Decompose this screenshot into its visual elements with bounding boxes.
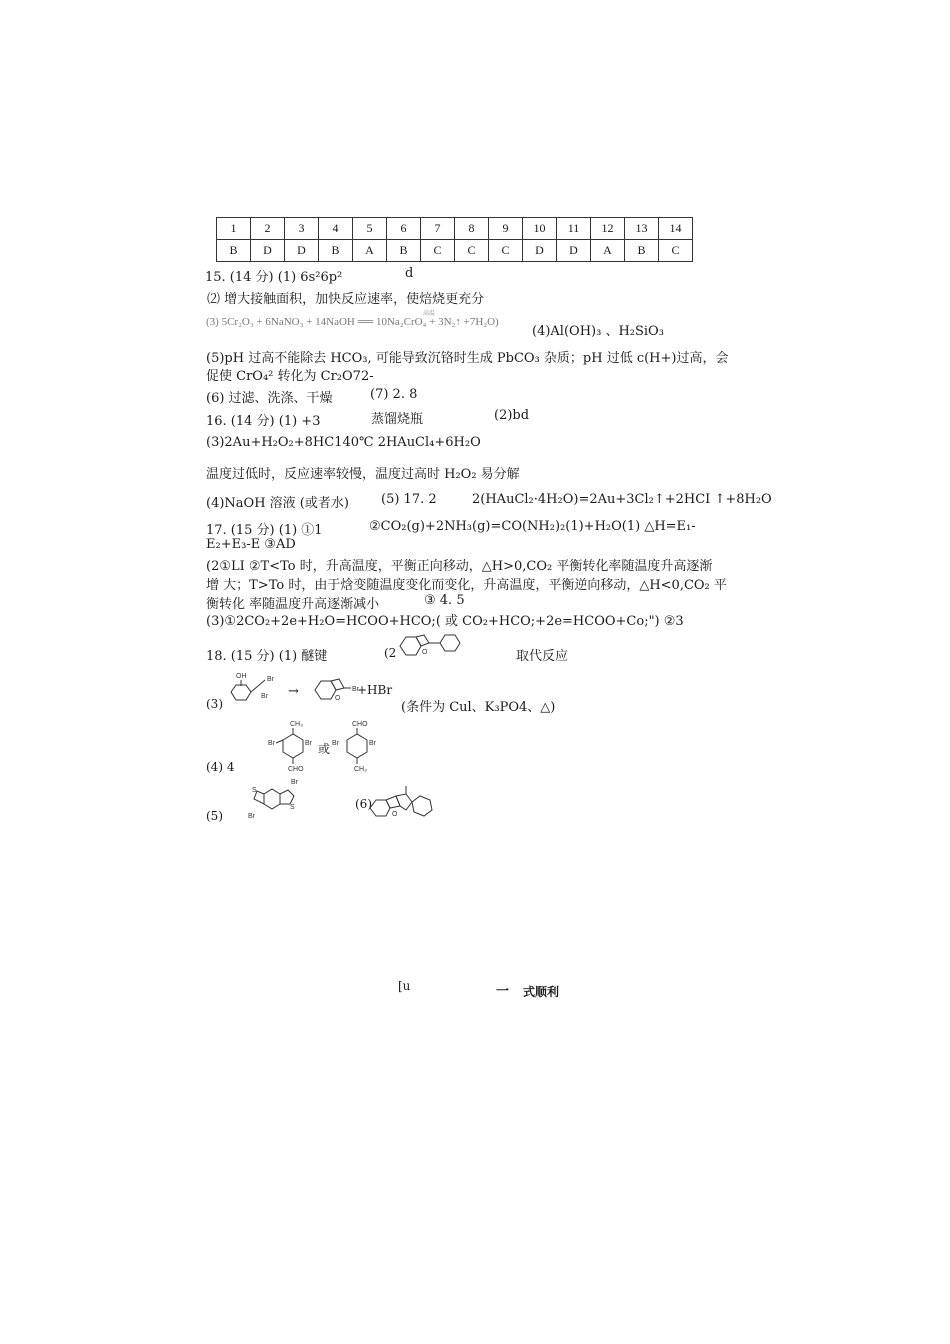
q18-answer6-structure: [368, 782, 438, 822]
svg-text:CH₃: CH₃: [354, 766, 367, 773]
q15-line6-answer7: (7) 2. 8: [370, 387, 418, 402]
question-number-cell: 10: [523, 218, 557, 240]
footer-mid-text: 一: [496, 983, 510, 998]
q18-hbr: +HBr: [357, 683, 393, 697]
answer-cell: B: [217, 240, 251, 262]
reaction-arrow-icon: →: [288, 684, 299, 699]
answer-cell: D: [523, 240, 557, 262]
svg-text:Br: Br: [291, 779, 298, 786]
q16-line4-answer5: (5) 17. 2: [381, 492, 437, 507]
answer-cell: B: [625, 240, 659, 262]
svg-text:Br: Br: [305, 740, 312, 747]
answer-cell: B: [387, 240, 421, 262]
question-number-cell: 11: [557, 218, 591, 240]
svg-text:Br: Br: [332, 740, 339, 747]
svg-text:Br: Br: [267, 676, 274, 683]
question-number-cell: 12: [591, 218, 625, 240]
q16-line1: 16. (14 分) (1) +3: [206, 414, 321, 429]
answer-cell: C: [455, 240, 489, 262]
svg-text:Br: Br: [352, 686, 359, 693]
q18-answer-substitution: 取代反应: [516, 649, 569, 664]
q18-answer6-label: (6): [355, 797, 372, 811]
question-number-cell: 14: [659, 218, 693, 240]
q15-line1-answer-d: d: [405, 266, 414, 281]
q16-answer2: (2)bd: [494, 408, 530, 423]
q17-line1: 17. (15 分) (1) ①1: [206, 523, 323, 538]
svg-text:Br: Br: [369, 740, 376, 747]
q17-line3: (2①LI ②T<To 时，升高温度，平衡正向移动，△H>0,CO₂ 平衡转化率随温度升高逐渐: [206, 559, 713, 574]
svg-text:O: O: [335, 695, 341, 702]
q17-line4: 增 大；T>To 时，由于焓变随温度变化而变化，升高温度，平衡逆向移动，△H<0,CO₂ 平: [206, 578, 727, 593]
svg-text:CH₃: CH₃: [290, 721, 303, 728]
svg-text:OH: OH: [236, 673, 247, 680]
svg-text:S: S: [252, 787, 257, 794]
q17-line1-equation: ②CO₂(g)+2NH₃(g)=CO(NH₂)₂(1)+H₂O(1) △H=E₁-: [369, 519, 696, 534]
q17-line5: 衡转化 率随温度升高逐渐减小: [206, 597, 380, 612]
q15-equation-condition: 高温: [423, 310, 436, 317]
q15-line5: 促使 CrO₄² 转化为 Cr₂O72-: [206, 369, 374, 384]
answer-cell: A: [591, 240, 625, 262]
question-number-cell: 3: [285, 218, 319, 240]
answer-cell: D: [285, 240, 319, 262]
q18-answer5-structure: [246, 776, 306, 824]
question-number-cell: 7: [421, 218, 455, 240]
q16-flask-answer: 蒸馏烧瓶: [371, 412, 424, 427]
q15-line2: ⑵ 增大接触面积，加快反应速率，使焙烧更充分: [207, 292, 485, 307]
question-number-cell: 13: [625, 218, 659, 240]
question-number-cell: 2: [251, 218, 285, 240]
answer-table-answer-row: [217, 240, 693, 262]
q18-answer2-label: (2: [384, 646, 397, 660]
q18-line3-label: (4) 4: [206, 760, 235, 774]
q18-o-atom: O: [422, 649, 428, 656]
footer-left-text: [u: [398, 979, 411, 993]
svg-text:CHO: CHO: [352, 721, 368, 728]
answer-cell: C: [421, 240, 455, 262]
svg-text:O: O: [392, 811, 398, 818]
q18-conditions: (条件为 Cul、K₃PO4、△): [401, 700, 556, 715]
q15-line1: 15. (14 分) (1) 6s²6p²: [205, 270, 343, 285]
question-number-cell: 8: [455, 218, 489, 240]
q15-line4: (5)pH 过高不能除去 HCO₃, 可能导致沉铬时生成 PbCO₃ 杂质；pH 过低 c(H+)过高，会: [206, 351, 729, 366]
q16-line4-answer4: (4)NaOH 溶液 (或者水): [206, 496, 349, 511]
question-number-cell: 6: [387, 218, 421, 240]
q18-line4-label: (5): [206, 809, 223, 823]
svg-text:S: S: [290, 804, 295, 811]
answer-cell: D: [557, 240, 591, 262]
svg-text:Br: Br: [248, 813, 255, 820]
answer-cell: D: [251, 240, 285, 262]
q18-answer2-structure: [398, 632, 478, 662]
svg-text:CHO: CHO: [288, 766, 304, 773]
q16-line3: 温度过低时，反应速率较慢，温度过高时 H₂O₂ 易分解: [206, 467, 520, 482]
q18-line1: 18. (15 分) (1) 醚键: [206, 649, 328, 664]
q15-line3-answer4: (4)Al(OH)₃ 、H₂SiO₃: [532, 324, 664, 339]
q15-equation: (3) 5Cr₂O₃ + 6NaNO₃ + 14NaOH ══ 10Na₂CrO₄ + 3N₂↑ +7H₂O): [206, 316, 499, 328]
q18-isomer-b-structure: [332, 718, 382, 776]
q16-line2-equation: (3)2Au+H₂O₂+8HC140℃ 2HAuCl₄+6H₂O: [206, 435, 481, 450]
footer-right-text: 式顺利: [523, 985, 560, 999]
q17-line5-answer3: ③ 4. 5: [424, 593, 465, 608]
q18-reactant-structure: [226, 670, 286, 710]
question-number-cell: 5: [353, 218, 387, 240]
q15-line6-answer6: (6) 过滤、洗涤、干燥: [206, 391, 333, 406]
q17-line6: (3)①2CO₂+2e+H₂O=HCOO+HCO;( 或 CO₂+HCO;+2e=HCOO+Co;") ②3: [206, 614, 684, 629]
question-number-cell: 9: [489, 218, 523, 240]
answer-cell: B: [319, 240, 353, 262]
question-number-cell: 1: [217, 218, 251, 240]
answer-cell: A: [353, 240, 387, 262]
q18-or: 或: [318, 742, 331, 756]
q17-line2: E₂+E₃-E ③AD: [206, 537, 296, 552]
answer-cell: C: [489, 240, 523, 262]
question-number-cell: 4: [319, 218, 353, 240]
answer-cell: C: [659, 240, 693, 262]
q18-isomer-a-structure: [268, 718, 318, 776]
svg-text:Br: Br: [268, 740, 275, 747]
svg-text:Br: Br: [261, 693, 268, 700]
answer-table-number-row: [217, 218, 693, 240]
q18-line2-label: (3): [206, 697, 223, 711]
q16-line4-equation: 2(HAuCl₂·4H₂O)=2Au+3Cl₂↑+2HCI ↑+8H₂O: [472, 492, 772, 507]
answer-table: [216, 217, 693, 262]
